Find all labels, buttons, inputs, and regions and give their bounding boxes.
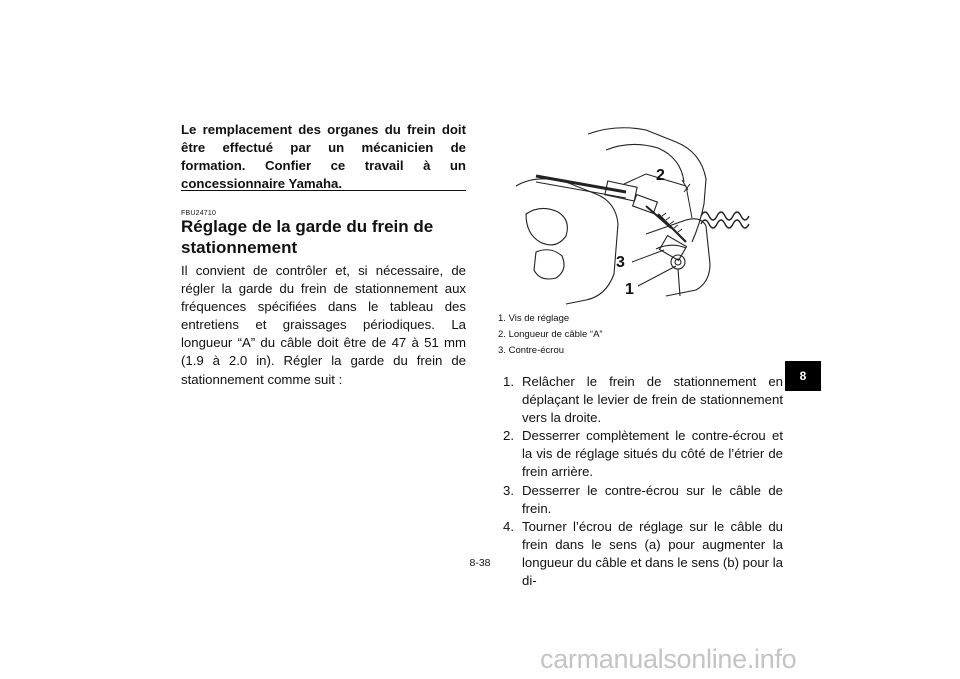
watermark: carmanualsonline.info — [540, 644, 797, 674]
section-body: Il convient de contrôler et, si nécessaire, de régler la garde du frein de stationnement aux fréquences spécifiées dans le tableau des entretiens et graissages périodiques. La longueur “A” du câble doit être de 47 à 51 mm (1.9 à 2.0 in). Régler la garde du frein de stationnement comme suit : — [181, 263, 466, 387]
section-title: Réglage de la garde du frein de stationnement — [181, 217, 434, 257]
section-code: FBU24710 — [181, 210, 217, 217]
caption-number: 3. — [498, 345, 506, 356]
procedure-step — [503, 373, 783, 427]
step-text: Desserrer le contre-écrou sur le câble de frein. — [522, 482, 783, 516]
caption-item — [498, 327, 603, 343]
step-text: Desserrer complètement le contre-écrou et la vis de réglage situés du côté de l’étrier de frein arrière. — [522, 428, 783, 480]
figure-captions — [498, 311, 603, 359]
step-number: 1. — [503, 374, 514, 389]
caption-number: 1. — [498, 313, 506, 324]
callout-1: 1 — [625, 281, 634, 298]
procedure-step — [503, 427, 783, 481]
step-text: Relâcher le frein de stationnement en déplaçant le levier de frein de stationnement vers la droite. — [522, 374, 783, 426]
caption-text: Contre-écrou — [508, 345, 565, 356]
page-number: 8-38 — [469, 557, 491, 569]
procedure-steps — [503, 373, 783, 590]
warning-divider — [181, 190, 466, 191]
brake-caliper-illustration — [496, 124, 780, 308]
step-number: 4. — [503, 518, 514, 534]
procedure-step — [503, 482, 783, 518]
callout-2: 2 — [656, 167, 665, 184]
caption-number: 2. — [498, 329, 506, 340]
procedure-step — [503, 518, 783, 590]
chapter-tab: 8 — [785, 361, 821, 391]
step-text: Tourner l’écrou de réglage sur le câble du frein dans le sens (a) pour augmenter la longueur du câble et dans le sens (b) pour la di- — [522, 518, 783, 589]
caption-text: Vis de réglage — [508, 313, 570, 324]
caption-item — [498, 311, 603, 327]
caption-item — [498, 343, 603, 359]
callout-3: 3 — [616, 254, 625, 271]
caption-text: Longueur de câble “A” — [508, 329, 603, 340]
step-number: 2. — [503, 428, 514, 444]
warning-text: Le remplacement des organes du frein doit être effectué par un mécanicien de formation. Confier ce travail à un concessionnaire Yamaha. — [181, 122, 466, 191]
step-number: 3. — [503, 482, 514, 498]
